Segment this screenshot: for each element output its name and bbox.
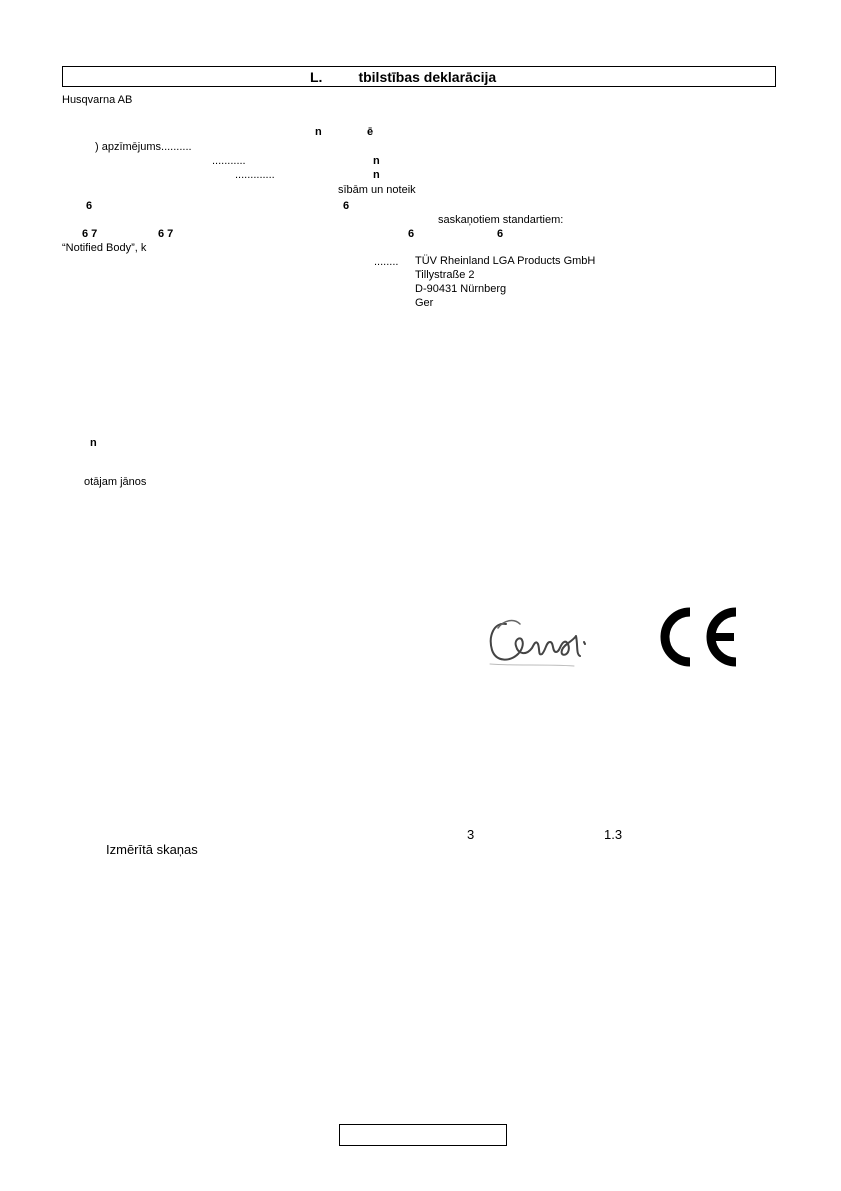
notified-body-leader: ........ [374,256,399,268]
fragment-12: 6 7 [82,228,98,240]
fragment-21: Izmērītā skaņas [106,842,198,857]
fragment-20: 1.3 [604,827,623,842]
fragment-6: ............. [235,169,275,181]
fragment-16: “Notified Body”, k [62,242,147,254]
notified-body-street: Tillystraße 2 [415,269,475,281]
title-text: tbilstības deklarācija [358,69,497,85]
fragment-1: n [315,126,322,138]
fragment-19: 3 [467,827,475,842]
fragment-3: ) apzīmējums.......... [95,141,192,153]
fragment-9: 6 [86,200,93,212]
fragment-17: n [90,437,97,449]
footer-box [339,1124,507,1146]
fragment-10: 6 [343,200,350,212]
fragment-18: otājam jānos [84,476,147,488]
fragment-4: ........... [212,155,246,167]
fragment-13: 6 7 [158,228,174,240]
fragment-15: 6 [497,228,504,240]
page-title [310,69,496,85]
signature-image [484,606,594,672]
fragment-11: saskaņotiem standartiem: [438,214,564,226]
fragment-7: n [373,169,380,181]
notified-body-city: D-90431 Nürnberg [415,283,507,295]
fragment-2: ē [367,126,374,138]
ce-mark-icon [656,606,740,668]
fragment-5: n [373,155,380,167]
fragment-14: 6 [408,228,415,240]
notified-body-country: Ger [415,297,434,309]
fragment-8: sībām un noteik [338,184,416,196]
notified-body-name: TÜV Rheinland LGA Products GmbH [415,255,596,267]
title-prefix: L. [310,69,323,85]
company-name: Husqvarna AB [62,94,133,106]
